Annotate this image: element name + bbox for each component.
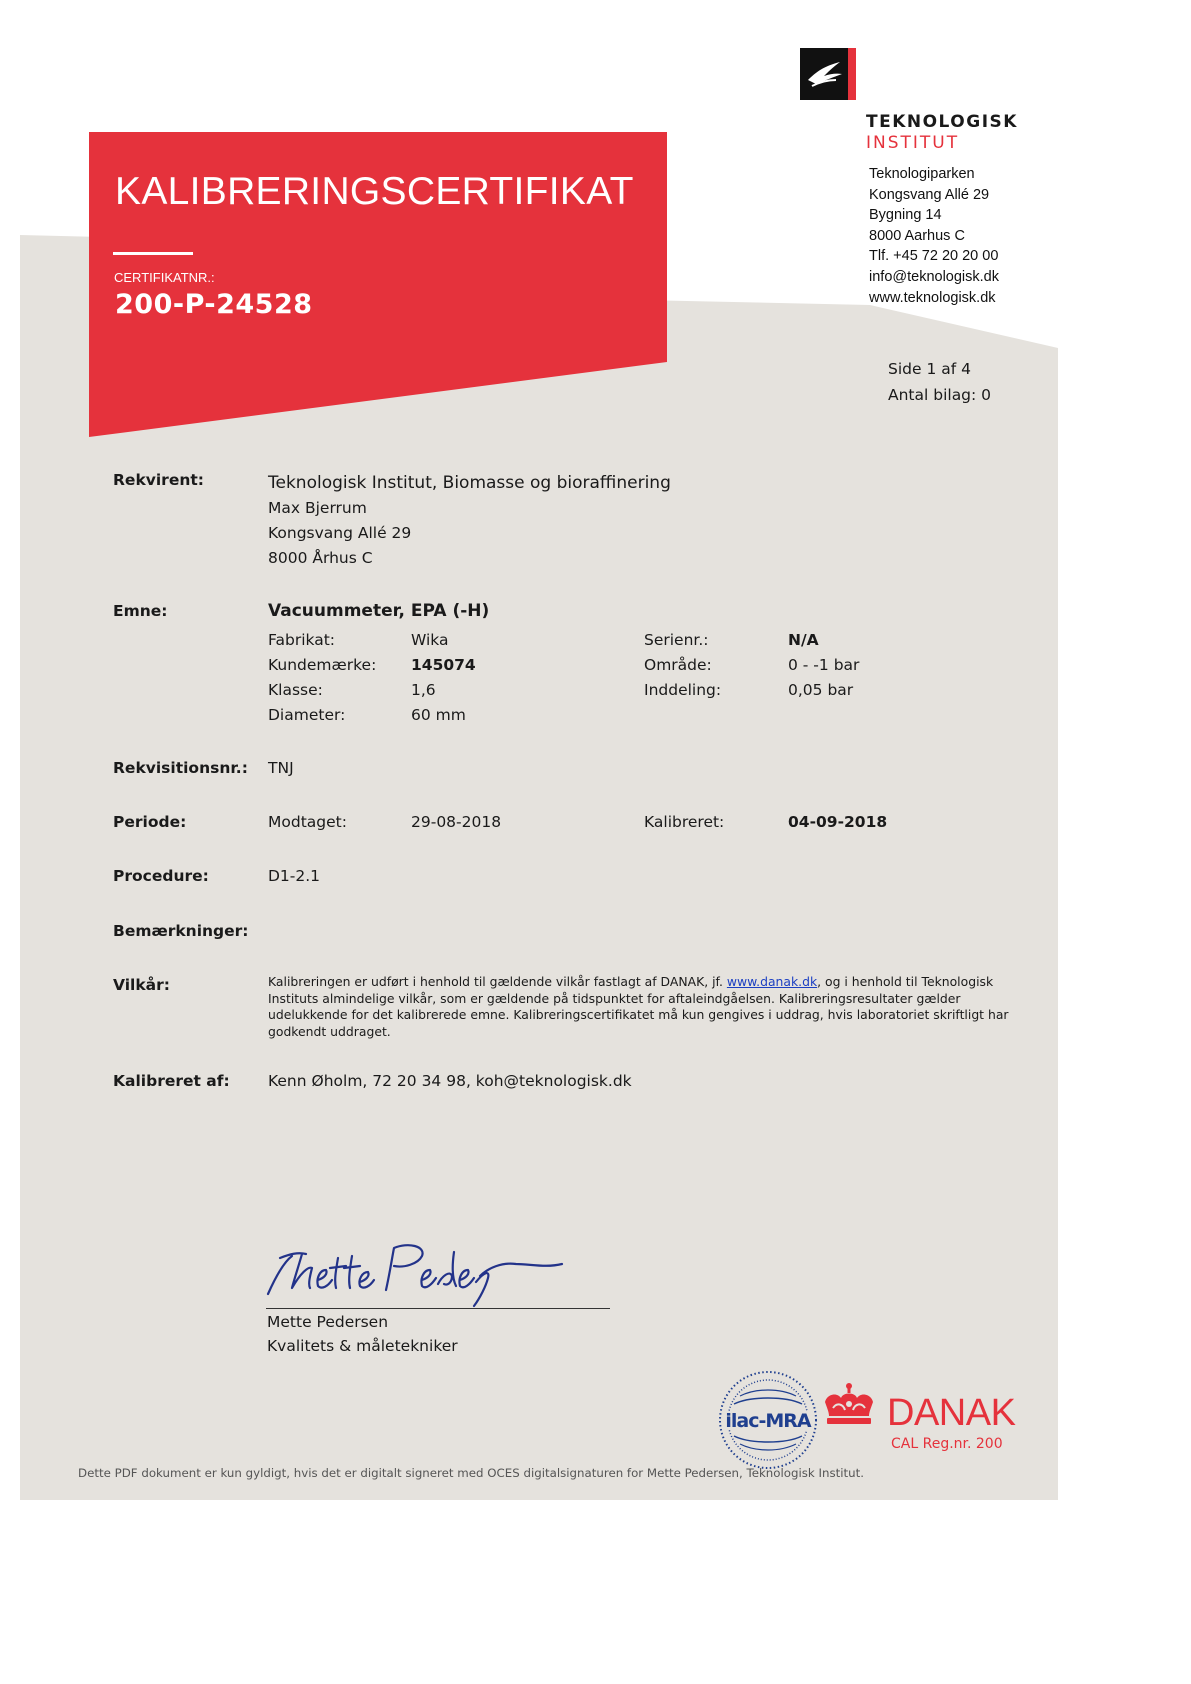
address-line: Teknologiparken xyxy=(869,166,975,182)
field-label: Inddeling: xyxy=(644,681,722,699)
ilac-mra-text: ilac-MRA xyxy=(725,1410,811,1432)
received-date: 29-08-2018 xyxy=(411,813,502,831)
field-label: Serienr.: xyxy=(644,631,709,649)
title-divider xyxy=(113,252,193,255)
field-label: Fabrikat: xyxy=(268,631,336,649)
address-phone: Tlf. +45 72 20 20 00 xyxy=(869,248,999,265)
danak-wordmark: DANAK xyxy=(887,1392,1016,1434)
rekvirent-line: 8000 Århus C xyxy=(268,549,373,567)
terms-text-part: , og i henhold til Teknologisk Instituts almindelige vilkår, som er gældende på tidspunktet for aftaleindgåelsen. Kalibreringsresultater gælder udelukkende for det kalibrerede emne. Kalibreringscertifikatet må kun gengives i uddrag, hvis laboratoriet skriftligt har godkendt uddraget. xyxy=(268,974,1009,1039)
danak-link[interactable]: www.danak.dk xyxy=(726,974,818,989)
rekvisition-value: TNJ xyxy=(268,759,294,777)
field-value: N/A xyxy=(788,631,819,649)
emne-label: Emne: xyxy=(113,602,168,620)
signatory-name: Mette Pedersen xyxy=(267,1313,389,1331)
footer-note: Dette PDF dokument er kun gyldigt, hvis det er digitalt signeret med OCES digitalsignaturen for Mette Pedersen, Teknologisk Institut. xyxy=(78,1466,864,1480)
rekvisition-label: Rekvisitionsnr.: xyxy=(113,759,248,777)
rekvirent-line: Max Bjerrum xyxy=(268,499,367,517)
field-value: 0,05 bar xyxy=(788,681,854,699)
procedure-label: Procedure: xyxy=(113,867,209,885)
calibrated-date: 04-09-2018 xyxy=(788,813,888,831)
rekvirent-line: Teknologisk Institut, Biomasse og bioraffinering xyxy=(268,473,671,493)
procedure-value: D1-2.1 xyxy=(268,867,321,885)
emne-right-labels xyxy=(644,628,721,703)
periode-label: Periode: xyxy=(113,813,187,831)
rekvirent-label: Rekvirent: xyxy=(113,471,204,489)
org-name: TEKNOLOGISK xyxy=(866,112,1018,132)
emne-right-values xyxy=(788,628,859,703)
field-value: 0 - -1 bar xyxy=(788,656,860,674)
certificate-number-label: CERTIFIKATNR.: xyxy=(114,270,215,285)
remarks-label: Bemærkninger: xyxy=(113,922,249,940)
signatory-role: Kvalitets & måletekniker xyxy=(267,1337,458,1355)
field-value: 1,6 xyxy=(411,681,436,699)
signatory xyxy=(267,1310,458,1358)
certificate-title: KALIBRERINGSCERTIFIKAT xyxy=(115,170,634,213)
address-line: 8000 Aarhus C xyxy=(869,227,965,244)
field-value: 60 mm xyxy=(411,706,466,724)
terms-text-part: Kalibreringen er udført i henhold til gældende vilkår fastlagt af DANAK, jf. xyxy=(268,974,727,989)
emne-title: Vacuummeter, EPA (-H) xyxy=(268,601,490,621)
org-name-institut: INSTITUT xyxy=(866,133,960,153)
attachment-count: Antal bilag: 0 xyxy=(888,386,992,404)
address-line: Bygning 14 xyxy=(869,207,942,224)
page-info xyxy=(888,356,991,408)
address-website: www.teknologisk.dk xyxy=(869,289,996,306)
address-line: Kongsvang Allé 29 xyxy=(869,186,990,203)
calibrated-by-label: Kalibreret af: xyxy=(113,1072,230,1090)
certificate-number: 200-P-24528 xyxy=(115,289,313,320)
field-label: Område: xyxy=(644,656,712,674)
danak-registration: CAL Reg.nr. 200 xyxy=(891,1436,1003,1452)
rekvirent-address xyxy=(268,471,671,571)
teknologisk-logo xyxy=(800,48,856,100)
handwritten-signature xyxy=(262,1228,572,1308)
field-value: 145074 xyxy=(411,656,476,674)
address-email: info@teknologisk.dk xyxy=(869,268,999,285)
field-label: Klasse: xyxy=(268,681,323,699)
received-label: Modtaget: xyxy=(268,813,347,831)
terms-text xyxy=(268,974,1018,1040)
rekvirent-line: Kongsvang Allé 29 xyxy=(268,524,412,542)
org-address xyxy=(869,164,999,308)
field-label: Kundemærke: xyxy=(268,656,377,674)
calibrated-by-value: Kenn Øholm, 72 20 34 98, koh@teknologisk.dk xyxy=(268,1072,632,1090)
field-value: Wika xyxy=(411,631,449,649)
signature-line xyxy=(266,1308,610,1309)
calibrated-label: Kalibreret: xyxy=(644,813,725,831)
ilac-mra-logo xyxy=(716,1368,820,1472)
page-number: Side 1 af 4 xyxy=(888,360,971,378)
field-label: Diameter: xyxy=(268,706,346,724)
terms-label: Vilkår: xyxy=(113,976,170,994)
emne-left-labels xyxy=(268,628,376,728)
emne-left-values xyxy=(411,628,476,728)
danak-crown-icon xyxy=(821,1382,877,1428)
